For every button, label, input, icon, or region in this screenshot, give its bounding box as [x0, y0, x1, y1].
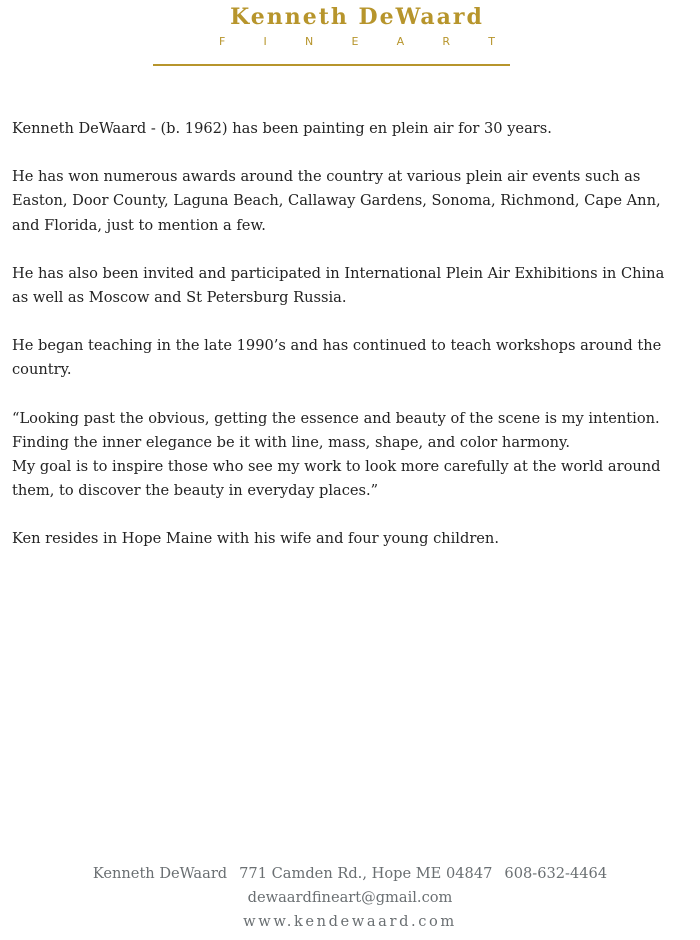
brand-subtitle-letter: N — [305, 35, 314, 48]
footer-address: 771 Camden Rd., Hope ME 04847 — [239, 865, 493, 882]
quote-line: Finding the inner elegance be it with line, mass, shape, and color harmony. — [12, 433, 570, 451]
brand-subtitle-letter: E — [351, 35, 359, 48]
brand-subtitle-letter: R — [442, 35, 451, 48]
quote-line: My goal is to inspire those who see my work to look more carefully at the world around them, to discover the beauty in everyday places.” — [12, 458, 661, 500]
bio-paragraph: He began teaching in the late 1990’s and has continued to teach workshops around the country. — [12, 337, 662, 379]
footer-name: Kenneth DeWaard — [92, 865, 228, 882]
footer-email[interactable]: dewaardfineart@gmail.com — [247, 889, 453, 906]
brand-name: Kenneth DeWaard — [230, 4, 484, 30]
brand-subtitle-letter: I — [263, 35, 267, 48]
brand-subtitle-letter: A — [396, 35, 405, 48]
quote-line: “Looking past the obvious, getting the essence and beauty of the scene is my intention. — [12, 409, 660, 427]
header-divider — [153, 64, 510, 66]
footer-website[interactable]: www.kendewaard.com — [243, 913, 457, 930]
contact-line — [0, 862, 700, 886]
letterhead — [0, 4, 700, 48]
bio-content — [12, 117, 680, 576]
artist-quote — [12, 407, 680, 504]
contact-footer — [0, 862, 700, 934]
brand-subtitle-letter: F — [219, 35, 226, 48]
bio-paragraph: He has won numerous awards around the country at various plein air events such as Easton, Door County, Laguna Beach, Callaway Gardens, Sonoma, Richmond, Cape Ann, and Florida, just to mention a few. — [12, 168, 661, 234]
brand-subtitle — [205, 35, 495, 48]
footer-phone[interactable]: 608-632-4464 — [504, 865, 608, 882]
bio-closing: Ken resides in Hope Maine with his wife and four young children. — [12, 530, 499, 548]
bio-paragraph: Kenneth DeWaard - (b. 1962) has been painting en plein air for 30 years. — [12, 120, 552, 137]
bio-paragraph: He has also been invited and participated in International Plein Air Exhibitions in China as well as Moscow and St Petersburg Russia. — [12, 264, 665, 307]
brand-subtitle-letter: T — [488, 35, 495, 48]
